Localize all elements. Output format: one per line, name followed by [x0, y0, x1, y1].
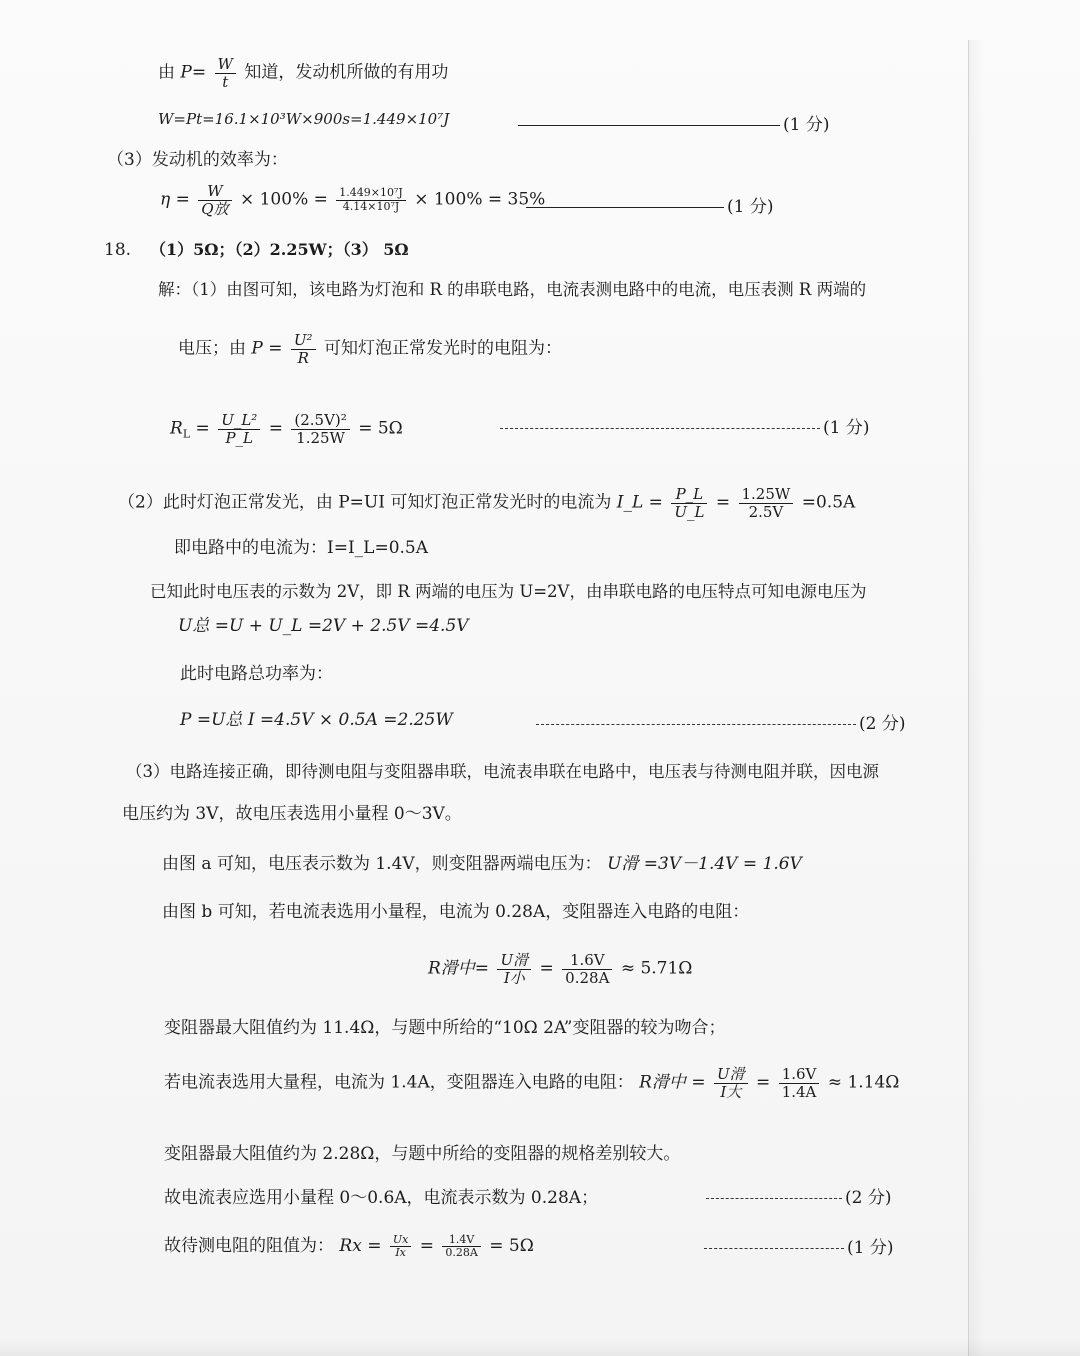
answer-line	[518, 125, 780, 126]
fraction-values	[779, 1066, 820, 1100]
denominator: 2.5V	[748, 502, 784, 521]
fraction-values	[562, 952, 612, 986]
page-bottom-shadow	[0, 1338, 1080, 1356]
solution-part-3-intro: （3）电路连接正确，即待测电阻与变阻器串联，电流表串联在电路中，电压表与待测电阻并联，因电源	[126, 762, 879, 781]
fraction-values	[336, 187, 406, 212]
efficiency-formula	[160, 183, 545, 217]
equals: =	[268, 418, 283, 439]
numerator: U_L²	[218, 412, 260, 430]
numerator: Ux	[390, 1234, 411, 1247]
result: = 5Ω	[358, 418, 403, 439]
answer-line	[706, 1198, 842, 1199]
lamp-resistance-calc	[170, 412, 403, 447]
text: 由	[158, 62, 175, 83]
numerator: 1.449×10⁷J	[336, 187, 406, 200]
symbol-r: R滑中=	[428, 958, 490, 979]
denominator: 0.28A	[445, 1246, 478, 1260]
score-mark: (1 分)	[823, 418, 870, 438]
rheostat-mismatch: 变阻器最大阻值约为 2.28Ω，与题中所给的变阻器的规格差别较大。	[164, 1144, 681, 1164]
result: ≈ 5.71Ω	[620, 958, 693, 979]
score-mark: (1 分)	[783, 115, 830, 135]
equals: =	[419, 1236, 434, 1257]
circuit-current: 即电路中的电流为：I=I_L=0.5A	[174, 538, 429, 558]
score-mark: (1 分)	[847, 1238, 894, 1258]
answer-line	[704, 1248, 844, 1249]
fraction-pl-over-ul	[671, 486, 707, 520]
symbol-rx: Rx =	[339, 1236, 382, 1257]
voltage-explanation: 已知此时电压表的示数为 2V，即 R 两端的电压为 U=2V，由串联电路的电压特点可知电源电压为	[150, 582, 867, 601]
score-line-3	[500, 416, 869, 440]
answer-line	[500, 428, 820, 429]
denominator: U_L	[674, 502, 705, 521]
voltmeter-range: 电压约为 3V，故电压表选用小量程 0～3V。	[122, 804, 462, 824]
fraction-ul2-over-pl	[218, 412, 260, 446]
score-line-4	[536, 712, 905, 736]
denominator: 1.25W	[296, 428, 345, 447]
total-power-heading: 此时电路总功率为：	[180, 664, 333, 684]
numerator: U滑	[714, 1066, 748, 1084]
score-mark: (2 分)	[859, 714, 906, 734]
denominator: 0.28A	[565, 968, 610, 987]
fraction-u2-over-r	[291, 332, 316, 366]
eta: η =	[160, 189, 190, 210]
solution-part-1-intro: 解：（1）由图可知，该电路为灯泡和 R 的串联电路，电流表测电路中的电流，电压表测 R 两端的	[158, 280, 867, 299]
fraction-values	[442, 1234, 480, 1259]
denominator: I大	[720, 1082, 742, 1101]
answer-line	[526, 207, 724, 208]
ammeter-choice: 故电流表应选用小量程 0～0.6A，电流表示数为 0.28A；	[164, 1188, 599, 1208]
text: 电压；由	[178, 338, 246, 359]
numerator: 1.6V	[562, 952, 612, 970]
symbol-r: R滑中 =	[639, 1072, 706, 1093]
symbol-p: P =	[251, 338, 283, 359]
denominator: I小	[503, 968, 525, 987]
fraction-w-over-t	[215, 56, 236, 90]
answer-line	[536, 724, 856, 725]
rheostat-voltage: U滑 =3V－1.4V = 1.6V	[607, 854, 802, 874]
numerator: W	[198, 183, 231, 201]
score-mark: (2 分)	[845, 1188, 892, 1208]
figure-a-reading	[162, 852, 802, 876]
equals: =	[191, 62, 207, 83]
text-tail: 知道，发动机所做的有用功	[244, 62, 449, 83]
times: × 100% =	[239, 189, 328, 210]
result: × 100% = 35%	[414, 189, 546, 210]
denominator: R	[297, 348, 309, 367]
source-voltage-calc: U总 =U + U_L =2V + 2.5V =4.5V	[178, 616, 469, 636]
rheostat-match: 变阻器最大阻值约为 11.4Ω，与题中所给的“10Ω 2A”变阻器的较为吻合；	[164, 1018, 726, 1038]
result: ≈ 1.14Ω	[827, 1072, 900, 1093]
score-line-2	[526, 195, 773, 219]
unknown-resistance-calc	[164, 1234, 534, 1259]
denominator: 1.4A	[781, 1082, 817, 1101]
denominator: t	[222, 72, 229, 91]
result: = 5Ω	[489, 1236, 534, 1257]
numerator: (2.5V)²	[291, 412, 349, 430]
rheostat-resistance-small	[428, 952, 692, 986]
text: （2）此时灯泡正常发光，由 P=UI 可知灯泡正常发光时的电流为	[118, 492, 612, 513]
solution-part-2-current	[118, 486, 855, 520]
large-range-case	[164, 1066, 899, 1100]
work-calculation: W=Pt=16.1×10³W×900s=1.449×10⁷J	[158, 110, 450, 128]
numerator: 1.25W	[739, 486, 794, 504]
numerator: U²	[291, 332, 316, 350]
numerator: P_L	[671, 486, 707, 504]
text-tail: 可知灯泡正常发光时的电阻为：	[323, 338, 562, 359]
numerator: 1.4V	[442, 1234, 480, 1247]
total-power-calc: P =U总 I =4.5V × 0.5A =2.25W	[180, 710, 453, 730]
resistance-formula-line	[178, 332, 562, 366]
fraction-values	[739, 486, 794, 520]
figure-b-small-range: 由图 b 可知，若电流表选用小量程，电流为 0.28A，变阻器连入电路的电阻：	[162, 902, 750, 922]
score-mark: (1 分)	[727, 197, 774, 217]
fraction-values	[291, 412, 349, 446]
score-line-6	[704, 1236, 893, 1260]
numerator: 1.6V	[779, 1066, 820, 1084]
equals: =	[756, 1072, 771, 1093]
denominator: Ix	[395, 1246, 406, 1260]
fraction-u-over-i	[714, 1066, 748, 1100]
power-formula-line	[158, 56, 448, 90]
result: =0.5A	[801, 492, 856, 513]
denominator: Q放	[201, 199, 229, 218]
equals: =	[715, 492, 731, 513]
denominator: P_L	[225, 428, 254, 447]
text: 若电流表选用大量程，电流为 1.4A，变阻器连入电路的电阻：	[164, 1072, 634, 1093]
text: 故待测电阻的阻值为：	[164, 1236, 334, 1257]
page-edge-shadow	[968, 40, 985, 1356]
score-line-1	[518, 113, 829, 137]
numerator: U滑	[497, 952, 531, 970]
efficiency-heading: （3）发动机的效率为：	[107, 150, 288, 170]
question-number: 18.	[104, 240, 132, 260]
symbol-r: R	[170, 418, 183, 439]
fraction-w-over-q	[198, 183, 231, 217]
subscript: L	[182, 427, 191, 441]
fraction-ux-over-ix	[390, 1234, 411, 1259]
score-line-5	[706, 1186, 891, 1210]
numerator: W	[215, 56, 236, 74]
symbol-p: P	[180, 62, 192, 83]
question-18-answers: （1）5Ω；（2）2.25W；（3） 5Ω	[150, 240, 409, 259]
text: 由图 a 可知，电压表示数为 1.4V，则变阻器两端电压为：	[162, 854, 602, 874]
equals: =	[539, 958, 554, 979]
symbol-il: I_L =	[616, 492, 663, 513]
fraction-u-over-i	[497, 952, 531, 986]
equals: =	[195, 418, 210, 439]
denominator: 4.14×10⁷J	[342, 199, 400, 213]
